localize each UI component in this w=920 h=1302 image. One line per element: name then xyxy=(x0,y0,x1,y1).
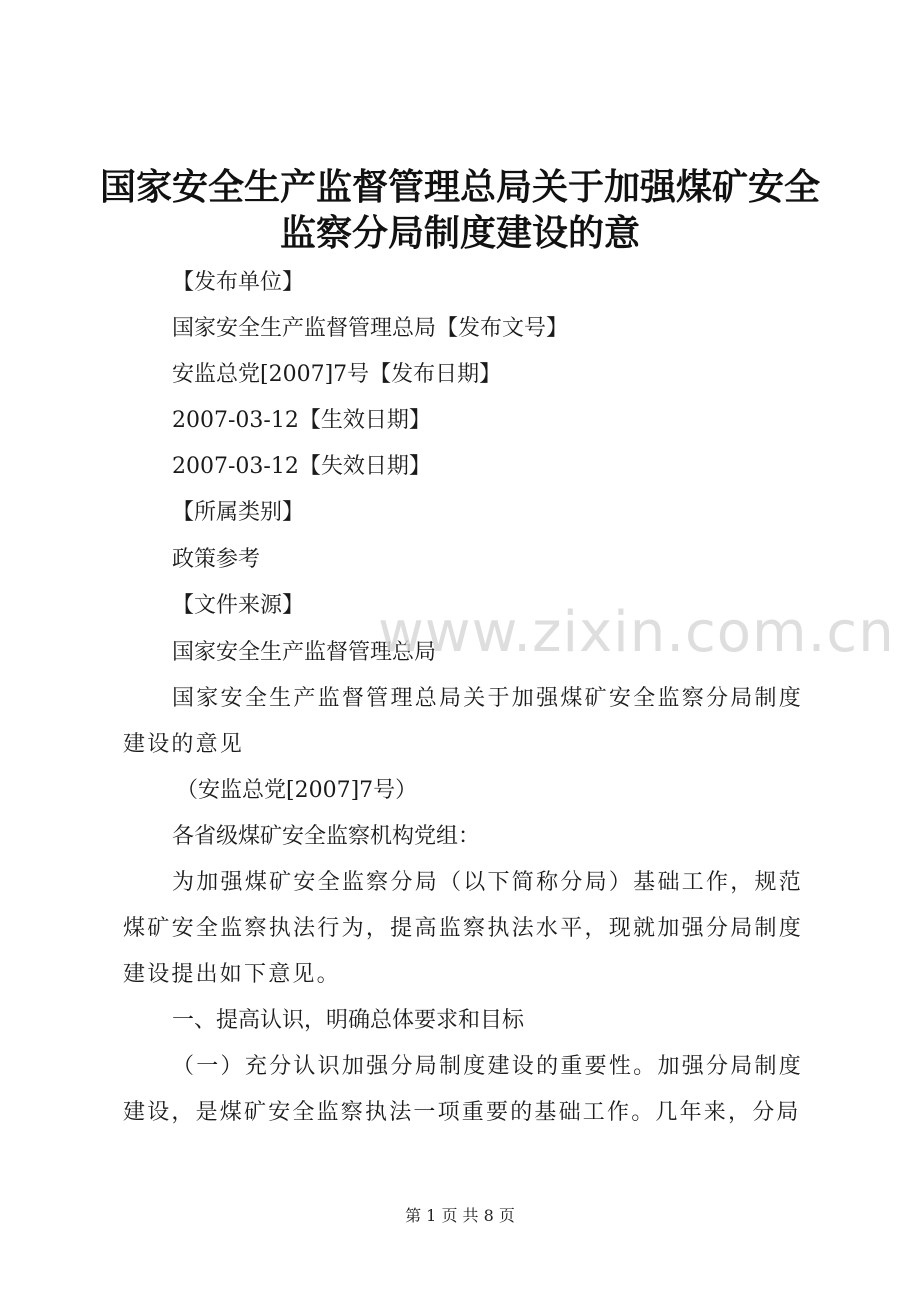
watermark-logo: www.zixin.com.cn xyxy=(378,600,895,665)
source-label: 【文件来源】 xyxy=(172,593,305,618)
body-title: 国家安全生产监督管理总局关于加强煤矿安全监察分局制度建设的意见 xyxy=(123,686,803,757)
doc-number-value: 安监总党[2007]7号【发布日期】 xyxy=(172,362,502,387)
document-title-line1: 国家安全生产监督管理总局关于加强煤矿安全 xyxy=(99,166,820,208)
publisher-label: 【发布单位】 xyxy=(172,270,305,295)
effective-date-value: 2007-03-12【失效日期】 xyxy=(172,454,431,479)
salutation: 各省级煤矿安全监察机构党组： xyxy=(172,824,481,849)
paragraph-2: （一）充分认识加强分局制度建设的重要性。加强分局制度建设，是煤矿安全监察执法一项重要的基础工作。几年来，分局 xyxy=(123,1054,803,1125)
body-doc-number: （安监总党[2007]7号） xyxy=(176,778,418,803)
category-value: 政策参考 xyxy=(172,547,261,572)
publish-date-value: 2007-03-12【生效日期】 xyxy=(172,408,431,433)
source-value: 国家安全生产监督管理总局 xyxy=(172,640,437,665)
paragraph-1: 为加强煤矿安全监察分局（以下简称分局）基础工作，规范煤矿安全监察执法行为，提高监察执法水平，现就加强分局制度建设提出如下意见。 xyxy=(123,870,803,987)
document-title-line2: 监察分局制度建设的意 xyxy=(279,212,640,254)
section-1-heading: 一、提高认识，明确总体要求和目标 xyxy=(172,1008,525,1033)
page-footer: 第 1 页 共 8 页 xyxy=(405,1206,515,1225)
category-label: 【所属类别】 xyxy=(172,500,305,525)
publisher-value: 国家安全生产监督管理总局【发布文号】 xyxy=(172,316,569,341)
